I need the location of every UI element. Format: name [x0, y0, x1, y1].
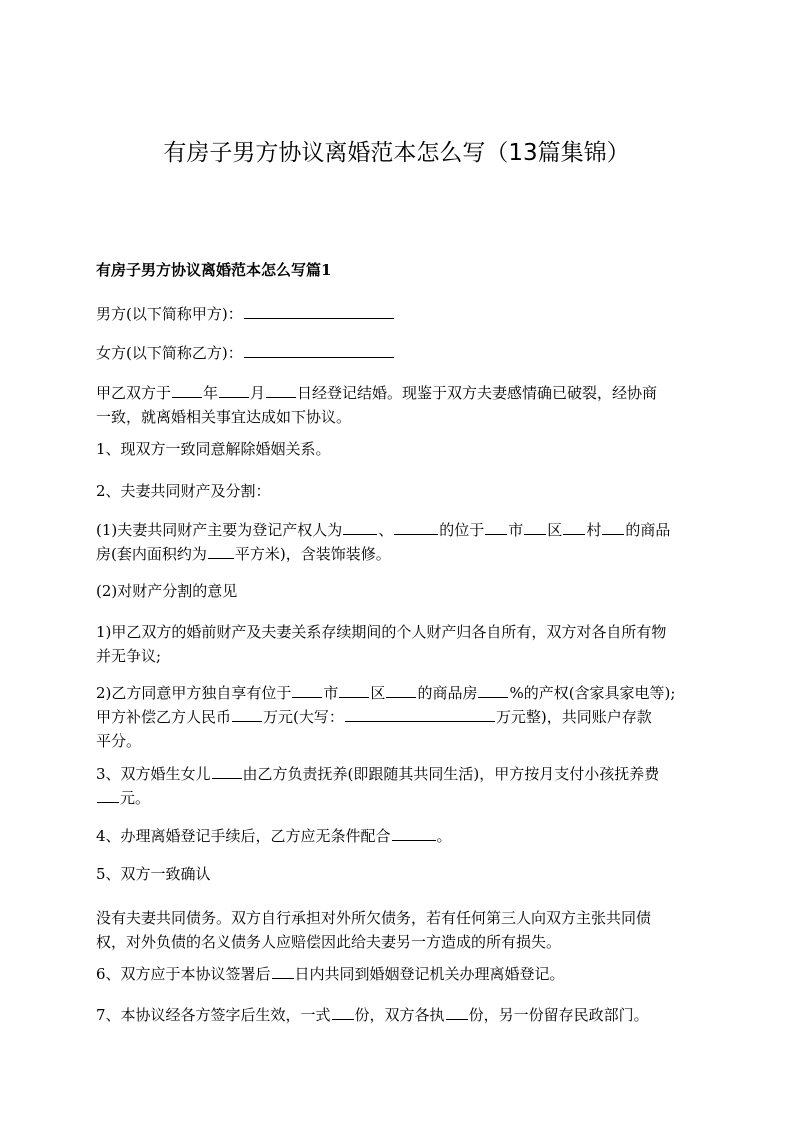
text-segment: 、: [378, 521, 394, 539]
year-blank: [172, 381, 202, 398]
text-segment: 市: [323, 684, 339, 702]
text-segment: 区: [547, 521, 563, 539]
text-segment: 村: [586, 521, 602, 539]
property-paragraph: [96, 518, 702, 566]
text-line: 没有夫妻共同债务。双方自行承担对外所欠债务，若有任何第三人向双方主张共同债: [96, 909, 652, 927]
text-line: 平分。: [96, 732, 142, 750]
text-segment: 3、双方婚生女儿: [96, 765, 211, 783]
text-segment: 7、本协议经各方签字后生效，一式: [96, 1006, 331, 1024]
daughter-name-blank: [212, 762, 242, 779]
text-line: 1)甲乙双方的婚前财产及夫妻关系存续期间的个人财产归各自所有，双方对各自所有物: [96, 623, 667, 641]
text-segment: 甲方补偿乙方人民币: [96, 708, 232, 726]
debt-paragraph: [96, 906, 702, 954]
woman-party-label: 女方(以下简称乙方)：: [96, 344, 243, 362]
support-amount-blank: [97, 786, 119, 803]
area-blank: [208, 542, 234, 559]
property-opinion-heading: (2)对财产分割的意见: [96, 582, 238, 600]
clause-6: [96, 962, 702, 986]
house-blank: [386, 681, 416, 698]
cooperation-blank: [392, 824, 436, 841]
woman-party-line: [96, 341, 702, 365]
text-segment: 日经登记结婚。现鉴于双方夫妻感情确已破裂，经协商: [297, 384, 658, 402]
text-segment: 区: [370, 684, 386, 702]
village-blank-2: [602, 518, 624, 535]
percent-blank: [478, 681, 508, 698]
text-segment: 4、办理离婚登记手续后，乙方应无条件配合: [96, 827, 391, 845]
marriage-paragraph: [96, 381, 702, 429]
clause-5: 5、双方一致确认: [96, 865, 211, 883]
copies-each-blank: [446, 1003, 468, 1020]
owner-blank-1: [343, 518, 377, 535]
text-segment: 的商品房: [417, 684, 478, 702]
month-blank: [219, 381, 249, 398]
text-segment: 市: [508, 521, 524, 539]
city-blank: [485, 518, 507, 535]
text-segment: 平方米)，含装饰装修。: [234, 545, 391, 563]
district-blank: [339, 681, 369, 698]
text-line: 权，对外负债的名义债务人应赔偿因此给夫妻另一方造成的所有损失。: [96, 933, 562, 951]
clause-7: [96, 1003, 702, 1027]
amount-blank: [232, 705, 262, 722]
text-segment: (1)夫妻共同财产主要为登记产权人为: [96, 521, 343, 539]
man-party-label: 男方(以下简称甲方)：: [96, 305, 243, 323]
clause-1: 1、现双方一致同意解除婚姻关系。: [96, 440, 331, 458]
man-party-line: [96, 302, 702, 326]
text-segment: 2)乙方同意甲方独自享有位于: [96, 684, 292, 702]
text-line: 一致，就离婚相关事宜达成如下协议。: [96, 408, 352, 426]
clause-3: [96, 762, 702, 810]
text-segment: 。: [436, 827, 452, 845]
opinion-1-paragraph: [96, 620, 702, 668]
clause-2: 2、夫妻共同财产及分割：: [96, 482, 271, 500]
city-blank: [292, 681, 322, 698]
woman-name-blank: [244, 341, 394, 358]
text-segment: 甲乙双方于: [96, 384, 172, 402]
section-heading: 有房子男方协议离婚范本怎么写篇1: [96, 261, 332, 279]
text-segment: 6、双方应于本协议签署后: [96, 965, 271, 983]
text-segment: 份，双方各执: [354, 1006, 445, 1024]
text-segment: 房(套内面积约为: [96, 545, 207, 563]
amount-uppercase-blank: [345, 705, 495, 722]
text-line: 并无争议;: [96, 647, 162, 665]
text-segment: 元。: [120, 789, 151, 807]
man-name-blank: [244, 302, 394, 319]
text-segment: 万元(大写：: [263, 708, 344, 726]
text-segment: 的位于: [439, 521, 485, 539]
page-title: 有房子男方协议离婚范本怎么写（13篇集锦）: [163, 140, 630, 166]
copies-blank: [332, 1003, 354, 1020]
text-segment: %的产权(含家具家电等);: [509, 684, 676, 702]
text-segment: 万元整)，共同账户存款: [495, 708, 652, 726]
text-segment: 日内共同到婚姻登记机关办理离婚登记。: [294, 965, 565, 983]
text-segment: 的商品: [625, 521, 671, 539]
days-blank: [272, 962, 294, 979]
text-segment: 月: [250, 384, 266, 402]
opinion-2-paragraph: [96, 681, 702, 753]
district-blank: [524, 518, 546, 535]
day-blank: [266, 381, 296, 398]
clause-4: [96, 824, 702, 848]
owner-blank-2: [394, 518, 438, 535]
text-segment: 年: [203, 384, 219, 402]
text-segment: 份，另一份留存民政部门。: [468, 1006, 649, 1024]
village-blank: [563, 518, 585, 535]
text-segment: 由乙方负责抚养(即跟随其共同生活)，甲方按月支付小孩抚养费: [242, 765, 660, 783]
